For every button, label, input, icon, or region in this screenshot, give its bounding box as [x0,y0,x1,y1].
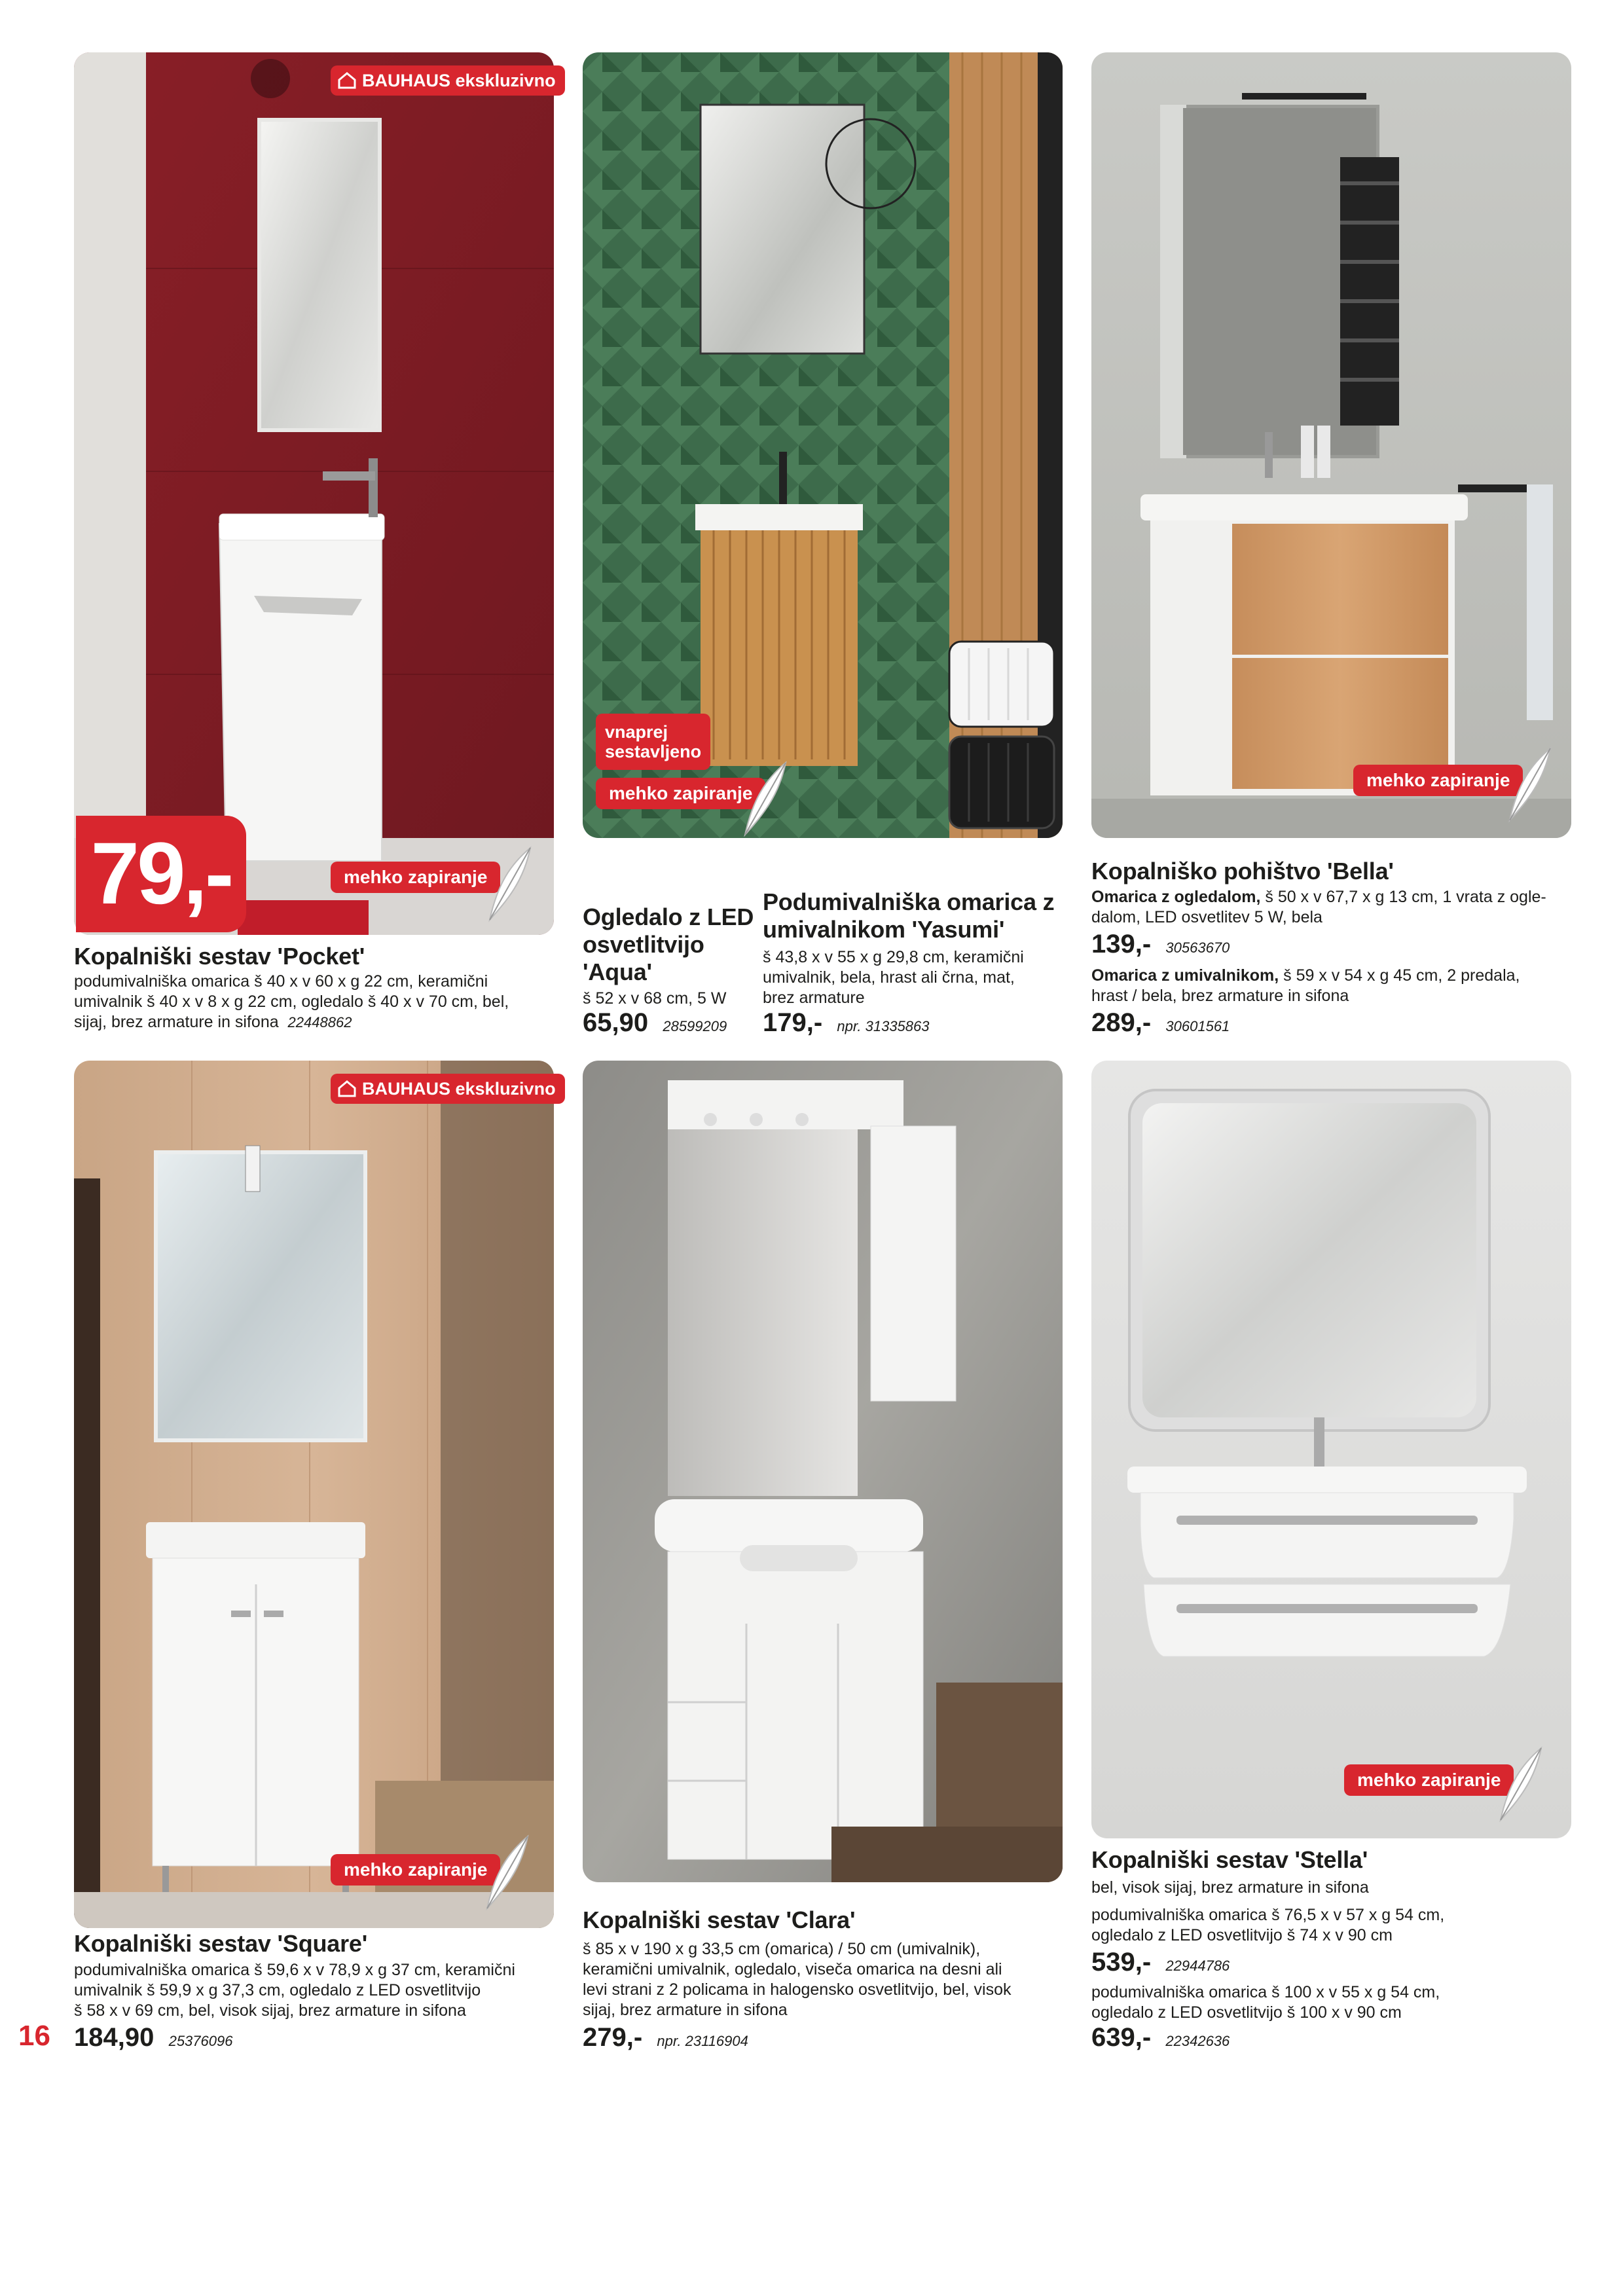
pocket-description: podumivalniška omarica š 40 x v 60 x g 22 cm, keramični umivalnik š 40 x v 8 x g 22 cm, ogledalo š 40 x v 70 cm, bel, sijaj, brez armature in sifona 22448862 [74,972,509,1031]
clara-sku: npr. 23116904 [657,2033,748,2049]
bella-item2-price: 289,- 30601561 [1091,1008,1230,1037]
bella-item1-sku: 30563670 [1165,939,1230,956]
stella-variant2-price: 639,- 22342636 [1091,2023,1230,2052]
square-product-image [74,1061,554,1928]
square-description: podumivalniška omarica š 59,6 x v 78,9 x g 37 cm, keramični umivalnik š 59,9 x g 37,3 cm, ogledalo z LED osvetlitvijo š 58 x v 69 cm, bel, visok sijaj, brez armature in sifona [74,1961,515,2020]
bauhaus-exclusive-badge [331,1074,565,1104]
feather-icon [740,759,792,838]
pocket-big-price: 79,- [76,816,246,932]
stella-product-image [1091,1061,1571,1838]
bauhaus-exclusive-badge [331,65,565,96]
square-price: 184,90 25376096 [74,2023,233,2052]
aqua-sku: 28599209 [663,1018,727,1034]
house-icon [337,1080,357,1097]
exclusive-label: BAUHAUS ekskluzivno [362,70,556,90]
stella-variant2-description: podumivalniška omarica š 100 x v 55 x g 54 cm, ogledalo z LED osvetlitvijo š 100 x v 90 cm [1091,1983,1440,2022]
bella-item1-description: Omarica z ogledalom, š 50 x v 67,7 x g 13 cm, 1 vrata z ogle- dalom, LED osvetlitev 5 W, bela [1091,888,1546,926]
feather-icon [482,1833,534,1912]
exclusive-label: BAUHAUS ekskluzivno [362,1078,556,1099]
house-icon [337,72,357,89]
feather-icon [484,845,537,923]
clara-title: Kopalniški sestav 'Clara' [583,1906,856,1933]
bella-product-image [1091,52,1571,838]
pocket-sku: 22448862 [287,1014,352,1030]
pocket-product-image [74,52,554,935]
bella-title: Kopalniško pohištvo 'Bella' [1091,858,1394,884]
soft-close-badge: mehko zapiranje [1344,1764,1514,1796]
preassembled-badge: vnaprej sestavljeno [596,714,710,770]
yasumi-title: Podumivalniška omarica z umivalnikom 'Yasumi' [763,888,1055,943]
clara-price: 279,- npr. 23116904 [583,2023,748,2052]
soft-close-badge: mehko zapiranje [331,862,500,893]
stella-variant1-price: 539,- 22944786 [1091,1948,1230,1977]
clara-description: š 85 x v 190 x g 33,5 cm (omarica) / 50 cm (umivalnik), keramični umivalnik, ogledalo, viseča omarica na desni ali levi strani z 2 policama in halogensko osvetlitvijo, bel, visok sijaj, brez armature in sifona [583,1940,1012,2019]
soft-close-badge: mehko zapiranje [1353,765,1523,796]
stella-title: Kopalniški sestav 'Stella' [1091,1846,1368,1873]
stella-variant1-description: podumivalniška omarica š 76,5 x v 57 x g 54 cm, ogledalo z LED osvetlitvijo š 74 x v 90 cm [1091,1906,1445,1944]
yasumi-sku: npr. 31335863 [837,1018,930,1034]
aqua-title: Ogledalo z LED osvetlitvijo 'Aqua' [583,903,754,985]
stella-variant2-sku: 22342636 [1165,2033,1230,2049]
aqua-price: 65,90 28599209 [583,1008,727,1037]
pocket-title: Kopalniški sestav 'Pocket' [74,943,365,970]
clara-product-image [583,1061,1063,1882]
feather-icon [1495,1745,1548,1823]
bella-item1-price: 139,- 30563670 [1091,930,1230,958]
soft-close-badge: mehko zapiranje [331,1854,500,1886]
bella-item2-sku: 30601561 [1165,1018,1230,1034]
yasumi-description: š 43,8 x v 55 x g 29,8 cm, keramični umivalnik, bela, hrast ali črna, mat, brez armature [763,948,1024,1007]
stella-subtitle: bel, visok sijaj, brez armature in sifona [1091,1878,1369,1897]
bella-item2-description: Omarica z umivalnikom, š 59 x v 54 x g 45 cm, 2 predala, hrast / bela, brez armature in sifona [1091,966,1520,1005]
page-number: 16 [18,2020,50,2052]
stella-variant1-sku: 22944786 [1165,1958,1230,1974]
feather-icon [1504,745,1557,824]
yasumi-price: 179,- npr. 31335863 [763,1008,930,1037]
soft-close-badge: mehko zapiranje [596,778,765,809]
square-title: Kopalniški sestav 'Square' [74,1930,368,1957]
aqua-description: š 52 x v 68 cm, 5 W [583,989,727,1008]
square-sku: 25376096 [168,2033,233,2049]
